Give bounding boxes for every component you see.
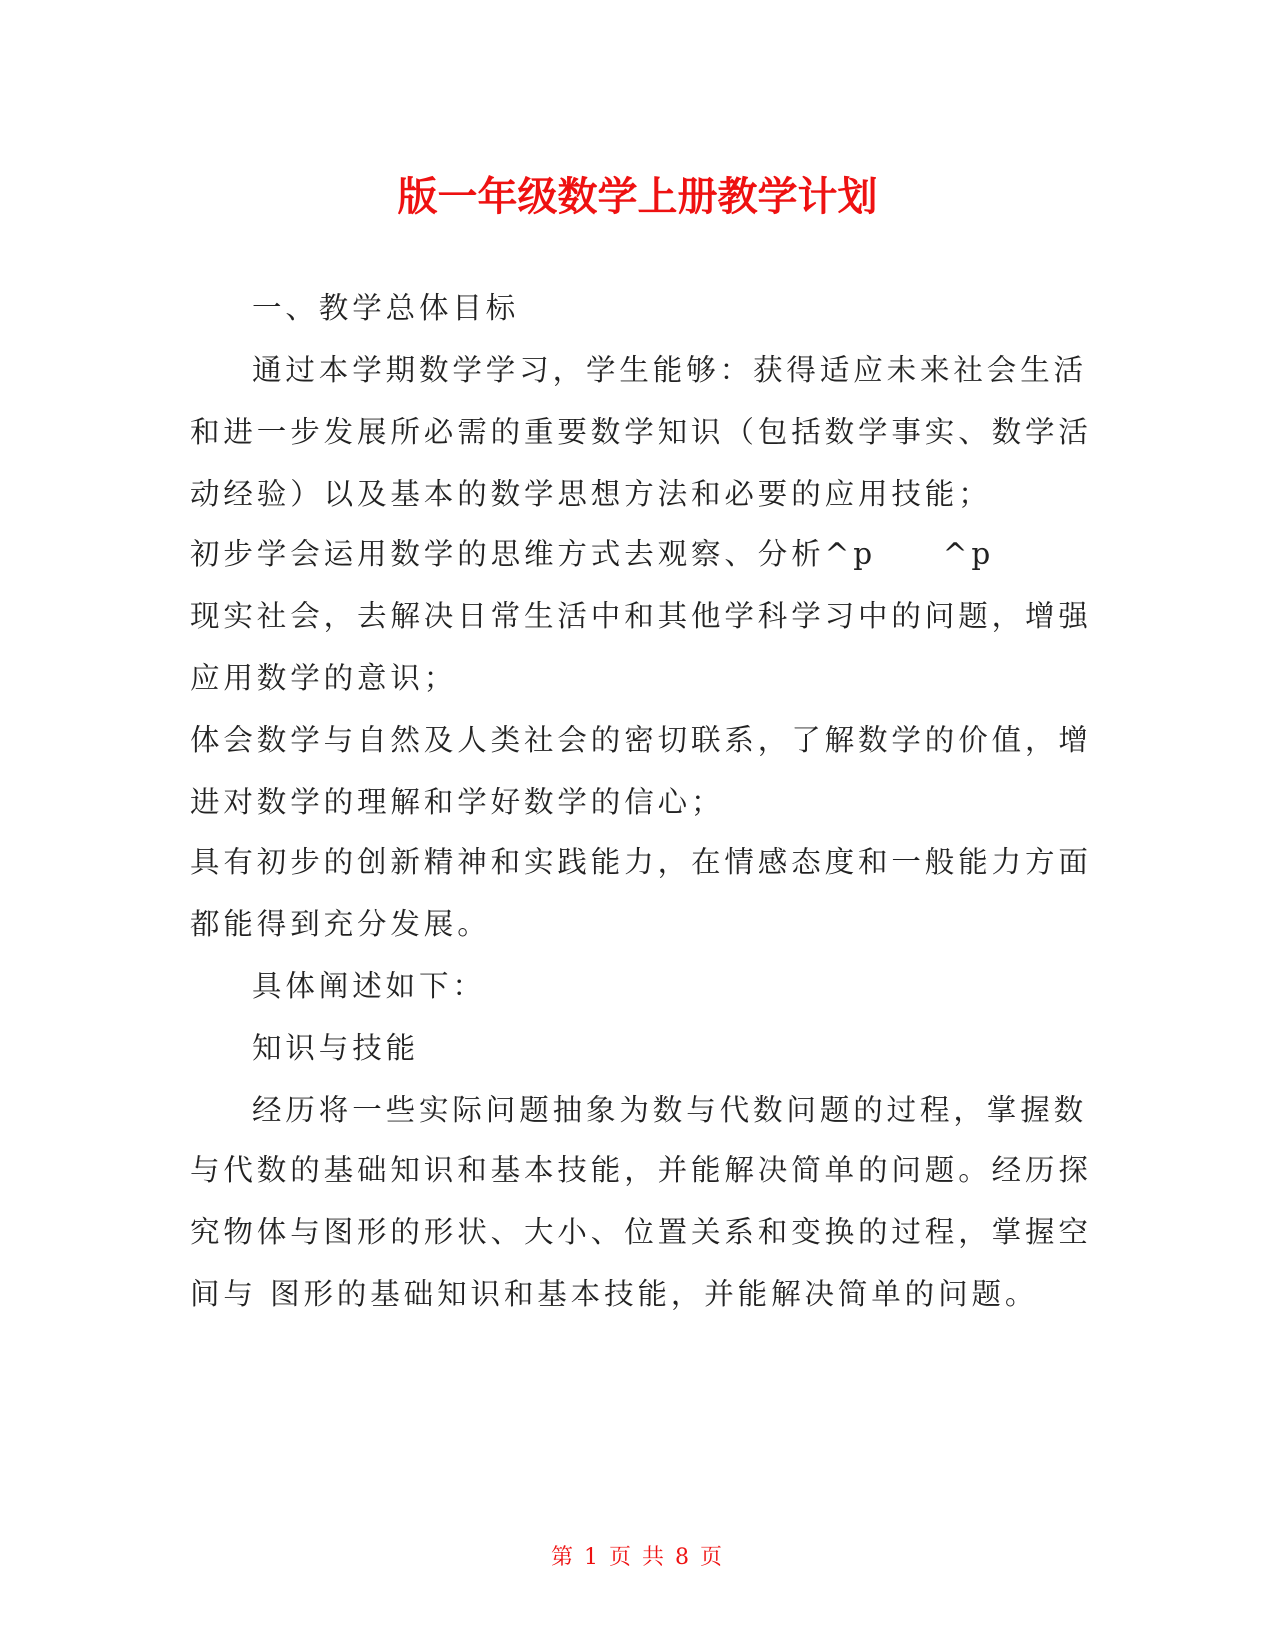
paragraph-line: 应用数学的意识； [190,661,458,695]
paragraph-line: 和进一步发展所必需的重要数学知识（包括数学事实、数学活 [190,415,1092,449]
subsection-heading: 知识与技能 [252,1031,420,1065]
paragraph-line: 具有初步的创新精神和实践能力，在情感态度和一般能力方面 [190,845,1092,879]
paragraph-line: 动经验）以及基本的数学思想方法和必要的应用技能； [190,477,992,511]
paragraph-line: 经历将一些实际问题抽象为数与代数问题的过程，掌握数 [252,1093,1088,1127]
document-title: 版一年级数学上册教学计划 [397,174,878,220]
section-heading: 一、教学总体目标 [252,291,520,325]
paragraph-line: 现实社会，去解决日常生活中和其他学科学习中的问题，增强 [190,599,1092,633]
page-number-footer: 第 1 页 共 8 页 [551,1545,724,1570]
paragraph-line: 都能得到充分发展。 [190,907,491,941]
paragraph-line: 间与 图形的基础知识和基本技能，并能解决简单的问题。 [190,1277,1039,1311]
paragraph-line: 通过本学期数学学习，学生能够：获得适应未来社会生活 [252,353,1088,387]
paragraph-line: 进对数学的理解和学好数学的信心； [190,785,725,819]
paragraph-line: 与代数的基础知识和基本技能，并能解决简单的问题。经历探 [190,1153,1092,1187]
paragraph-line: 具体阐述如下： [252,969,486,1003]
paragraph-line: 体会数学与自然及人类社会的密切联系，了解数学的价值，增 [190,723,1092,757]
paragraph-line: 初步学会运用数学的思维方式去观察、分析^p ^p [190,537,995,571]
paragraph-line: 究物体与图形的形状、大小、位置关系和变换的过程，掌握空 [190,1215,1092,1249]
